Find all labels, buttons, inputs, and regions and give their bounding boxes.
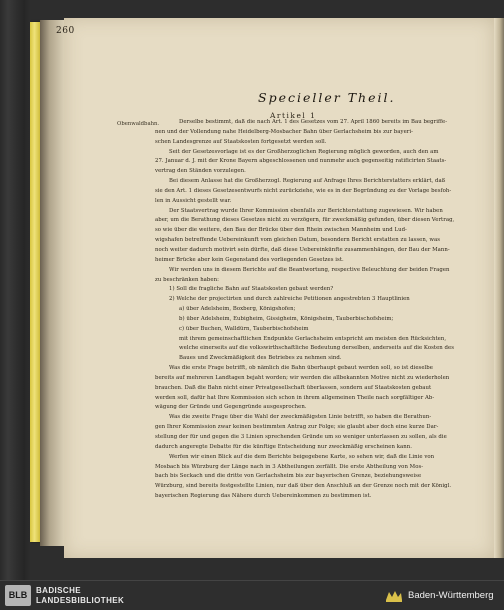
- text-line: mit ihrem gemeinschaftlichen Endpunkte Gerlachsheim entspricht am meisten den Rücksichten,: [179, 335, 447, 342]
- text-line: wägung der Gründe und Gegengründe ausgesprochen.: [155, 404, 307, 411]
- text-line: c) über Buchen, Walldürn, Tauberbischofsheim: [179, 325, 309, 332]
- text-line: nen und der Vollendung nahe Heidelberg-Mosbacher Bahn über Gerlachsheim bis zur bayeri-: [155, 128, 414, 135]
- text-line: zu beschränken haben:: [155, 276, 219, 283]
- blb-logo[interactable]: BLB: [5, 585, 31, 606]
- text-line: schen Landesgrenze auf Staatskosten fortgesetzt werden soll.: [155, 138, 327, 145]
- library-name[interactable]: [36, 586, 124, 606]
- text-line: Was die erste Frage betrifft, ob nämlich die Bahn überhaupt gebaut werden soll, so ist dieselbe: [169, 365, 433, 372]
- text-line: Baues und Zweckmäßigkeit des Betriebes zu nehmen sind.: [179, 355, 342, 362]
- page-edge: [494, 18, 504, 558]
- baden-wuerttemberg-logo-icon: [384, 588, 404, 603]
- text-line: Werfen wir einen Blick auf die dem Berichte beigegebene Karte, so sehen wir, daß die Linie von: [169, 453, 435, 460]
- text-line: Der Staatsvertrag wurde Ihrer Kommission ebenfalls zur Berichterstattung zugewiesen. Wir haben: [169, 207, 443, 214]
- text-line: dadurch angeregte Debatte für die künftige Entscheidung nur zweckmäßig erscheinen kann.: [155, 443, 413, 450]
- text-line: a) über Adelsheim, Boxberg, Königshofen;: [179, 306, 296, 313]
- text-line: vertrag den Ständen vorzulegen.: [155, 168, 246, 175]
- library-name-line1: BADISCHE: [36, 586, 81, 595]
- body-text: [155, 118, 485, 502]
- text-line: Seit der Gesetzesvorlage ist es der Großherzoglichen Regierung möglich geworden, auch den am: [169, 148, 439, 155]
- page-gutter: [40, 20, 64, 546]
- text-line: Würzburg, sind bereits festgestellte Linien, nur daß über den Anschluß an der Grenze noch mit der Königl.: [155, 483, 452, 490]
- text-line: heimer Brücke aber kein Gegenstand des vorliegenden Gesetzes ist.: [155, 256, 344, 263]
- text-line: Mosbach bis Würzburg der Länge nach in 3 Abtheilungen zerfällt. Die erste Abtheilung von Mos-: [155, 463, 424, 470]
- text-line: wigshafen betreffende Uebereinkunft vom gleichen Datum, besondern Bericht erstatten zu lassen, was: [155, 237, 440, 244]
- marginal-note: Obenwaldbahn.: [117, 121, 160, 127]
- text-line: so wie über die weitere, den Bau der Brücke über den Rhein zwischen Mannheim und Lud-: [155, 227, 407, 234]
- text-line: bach bis Seckach und die dritte von Gerlachsheim bis zur bayerischen Grenze, beziehungsweise: [155, 473, 422, 480]
- text-line: brauchen. Daß die Bahn nicht einer Privatgesellschaft überlassen, sondern auf Staatskosten gebaut: [155, 384, 432, 391]
- text-line: Was die zweite Frage über die Wahl der zweckmäßigsten Linie betrifft, so haben die Berathun-: [169, 414, 432, 421]
- book-spine: [30, 22, 40, 542]
- text-line: aber, um die Berathung dieses Gesetzes nicht zu verzögern, für zweckmäßig gefunden, über diesen Vertrag,: [155, 217, 455, 224]
- text-line: 1) Soll die fragliche Bahn auf Staatskosten gebaut werden?: [169, 286, 334, 293]
- article-title: Artikel 1: [270, 111, 317, 120]
- library-name-line2: LANDESBIBLIOTHEK: [36, 596, 125, 605]
- text-line: gen Ihrer Kommission zwar keinen bestimmten Antrag zur Folge; sie glaubt aber doch eine kurze Dar-: [155, 424, 439, 431]
- text-line: 2) Welche der projectirten und durch zahlreiche Petitionen angestrebten 3 Hauptlinien: [169, 296, 410, 303]
- text-line: len in Aussicht gestellt war.: [155, 197, 232, 204]
- text-line: welche einerseits auf die volkswirthschaftliche Bedeutung derselben, anderseits auf die Kosten des: [179, 345, 455, 352]
- text-line: 27. Januar d. J. mit der Krone Bayern abgeschlossenen und nunmehr auch gegenseitig ratificirten Staats-: [155, 158, 447, 165]
- viewer-footer: [0, 580, 504, 610]
- text-line: b) über Adelsheim, Eubigheim, Gissigheim, Königsheim, Tauberbischofsheim;: [179, 315, 394, 322]
- text-line: Derselbe bestimmt, daß die nach Art. 1 des Gesetzes vom 27. April 1860 bereits im Bau begriffe-: [179, 119, 448, 125]
- text-line: werden soll, dafür hat Ihre Kommission sich schon in ihrem allgemeinen Theile nach sorgfältiger Ab-: [155, 394, 435, 401]
- text-line: sie den Art. 1 dieses Gesetzesentwurfs nicht zurückziehe, wie es in der Begründung zu der Vorlage besfoh-: [155, 187, 452, 194]
- text-line: Wir werden uns in diesem Berichte auf die Beantwortung, respective Beleuchtung der beiden Fragen: [169, 266, 450, 273]
- text-line: bayerischen Regierung das Nähere durch Uebereinkommen zu bestimmen ist.: [155, 493, 372, 500]
- text-line: noch weiter dadurch motivirt sein dürfte, daß diese Uebereinkünfte zusammenhängen, der Bau der Mann-: [155, 246, 450, 253]
- text-line: bereits auf mehreren Landtagen bejaht worden; wir werden die allbekannten Motive nicht zu wiederholen: [155, 374, 450, 381]
- state-name[interactable]: Baden-Württemberg: [408, 590, 494, 601]
- text-line: Bei diesem Anlasse hat die Großherzogl. Regierung auf Anfrage Ihres Berichterstatters erklärt, daß: [169, 178, 446, 185]
- text-line: stellung der für und gegen die 3 Linien sprechenden Gründe um so weniger unterlassen zu sollen, als die: [155, 434, 447, 440]
- page-number: 260: [56, 26, 75, 36]
- section-title: Specieller Theil.: [258, 90, 396, 105]
